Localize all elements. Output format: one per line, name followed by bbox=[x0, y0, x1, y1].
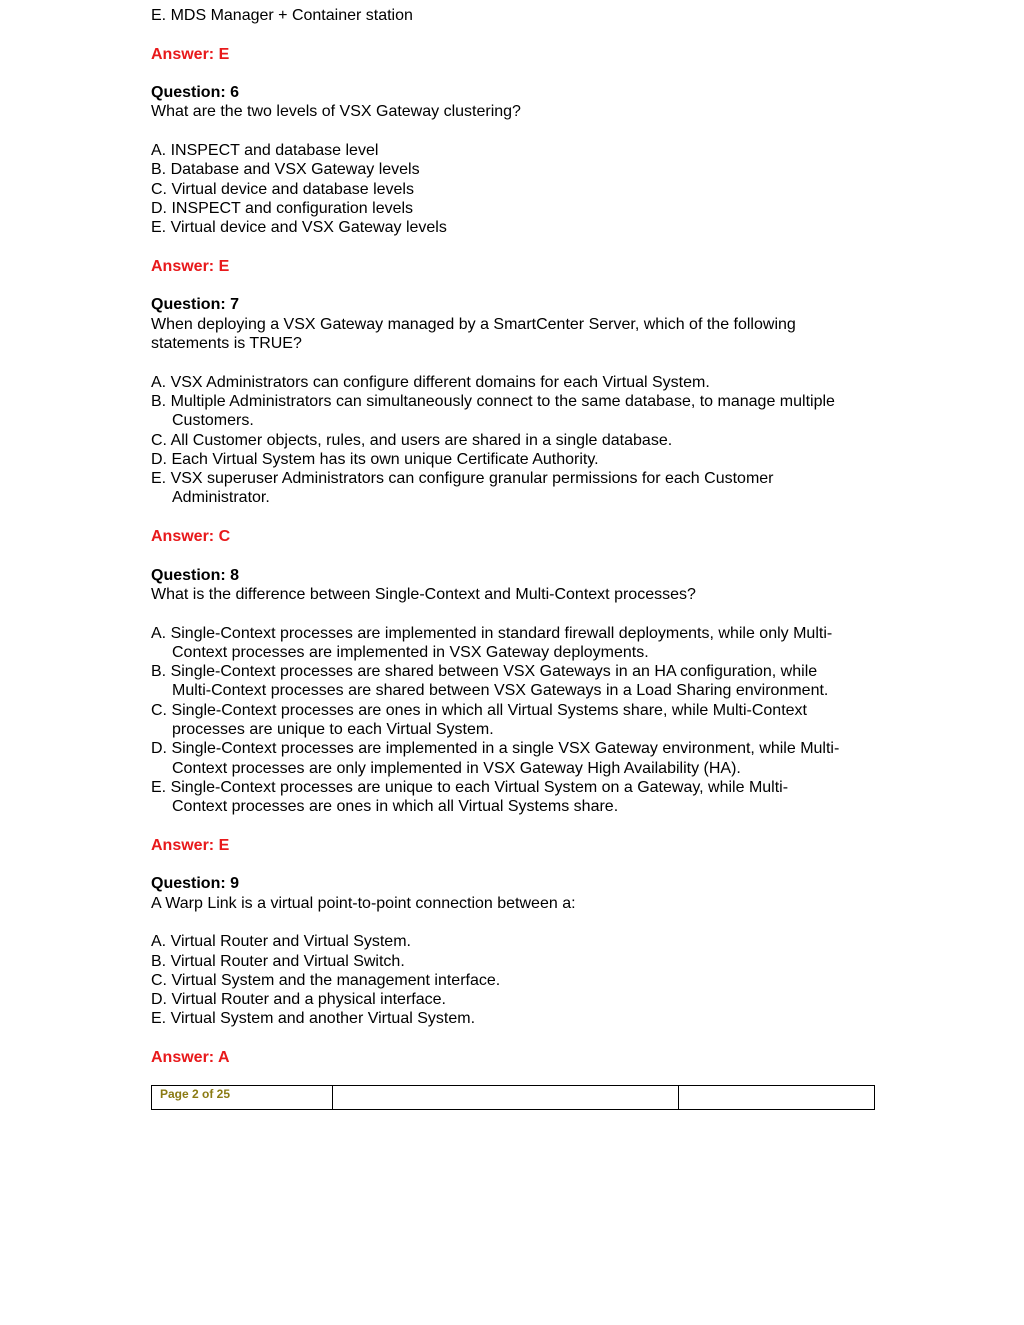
answer-option: A. INSPECT and database level bbox=[151, 142, 379, 160]
answer-option: Multi-Context processes are shared between VSX Gateways in a Load Sharing environment. bbox=[172, 682, 829, 700]
answer-option: A. Virtual Router and Virtual System. bbox=[151, 933, 411, 951]
answer-option: E. Virtual System and another Virtual System. bbox=[151, 1010, 476, 1028]
answer-option: D. Single-Context processes are implemented in a single VSX Gateway environment, while Multi- bbox=[151, 740, 840, 758]
answer-option: Customers. bbox=[172, 412, 254, 430]
answer-option: A. Single-Context processes are implemented in standard firewall deployments, while only Multi- bbox=[151, 624, 833, 642]
answer-label: Answer: C bbox=[151, 528, 231, 546]
footer-cell-page bbox=[152, 1086, 333, 1109]
question-block bbox=[151, 566, 881, 875]
question-title: Question: 9 bbox=[151, 875, 240, 893]
answer-option: C. Single-Context processes are ones in which all Virtual Systems share, while Multi-Context bbox=[151, 701, 807, 719]
answer-option: D. INSPECT and configuration levels bbox=[151, 199, 414, 217]
answer-option: Administrator. bbox=[172, 489, 270, 507]
answer-option: E. Single-Context processes are unique to each Virtual System on a Gateway, while Multi- bbox=[151, 778, 789, 796]
page-number: Page 2 of 25 bbox=[160, 1087, 231, 1101]
question-block bbox=[151, 874, 881, 1067]
question-text: statements is TRUE? bbox=[151, 335, 302, 353]
question-block bbox=[151, 83, 881, 295]
question-title: Question: 8 bbox=[151, 566, 240, 584]
option-e-text: E. MDS Manager + Container station bbox=[151, 7, 413, 24]
answer-label: Answer: E bbox=[151, 257, 230, 275]
answer-option: A. VSX Administrators can configure different domains for each Virtual System. bbox=[151, 373, 710, 391]
answer-option: B. Virtual Router and Virtual Switch. bbox=[151, 952, 405, 970]
question-block bbox=[151, 295, 881, 565]
question-title: Question: 7 bbox=[151, 296, 240, 314]
answer-option: B. Single-Context processes are shared between VSX Gateways in an HA configuration, while bbox=[151, 663, 818, 681]
answer-option: B. Database and VSX Gateway levels bbox=[151, 161, 420, 179]
footer-cell-right bbox=[679, 1086, 874, 1109]
question-text: When deploying a VSX Gateway managed by a SmartCenter Server, which of the following bbox=[151, 315, 796, 333]
question-text: A Warp Link is a virtual point-to-point connection between a: bbox=[151, 894, 576, 912]
footer-cell-middle bbox=[333, 1086, 679, 1109]
question-title: Question: 6 bbox=[151, 84, 240, 102]
page-footer-table bbox=[151, 1085, 875, 1110]
question-text: What is the difference between Single-Context and Multi-Context processes? bbox=[151, 585, 696, 603]
answer-option: C. Virtual device and database levels bbox=[151, 180, 414, 198]
answer-option: E. Virtual device and VSX Gateway levels bbox=[151, 219, 447, 237]
answer-option: processes are unique to each Virtual System. bbox=[172, 720, 494, 738]
answer-option: C. Virtual System and the management interface. bbox=[151, 971, 501, 989]
answer-option: Context processes are ones in which all Virtual Systems share. bbox=[172, 798, 619, 816]
question-text: What are the two levels of VSX Gateway clustering? bbox=[151, 103, 521, 121]
answer-option: Context processes are implemented in VSX Gateway deployments. bbox=[172, 643, 649, 661]
answer-label: Answer: A bbox=[151, 1049, 230, 1067]
answer-option: E. VSX superuser Administrators can configure granular permissions for each Customer bbox=[151, 470, 774, 488]
answer-label: Answer: E bbox=[151, 836, 230, 854]
answer-option: B. Multiple Administrators can simultaneously connect to the same database, to manage multiple bbox=[151, 392, 835, 410]
answer-option: D. Virtual Router and a physical interface. bbox=[151, 991, 446, 1009]
document-body bbox=[151, 6, 881, 1067]
answer-option: Context processes are only implemented in VSX Gateway High Availability (HA). bbox=[172, 759, 741, 777]
answer-label: Answer: E bbox=[151, 45, 230, 63]
answer-option: D. Each Virtual System has its own unique Certificate Authority. bbox=[151, 450, 599, 468]
question-list bbox=[151, 83, 881, 1067]
answer-option: C. All Customer objects, rules, and users are shared in a single database. bbox=[151, 431, 673, 449]
